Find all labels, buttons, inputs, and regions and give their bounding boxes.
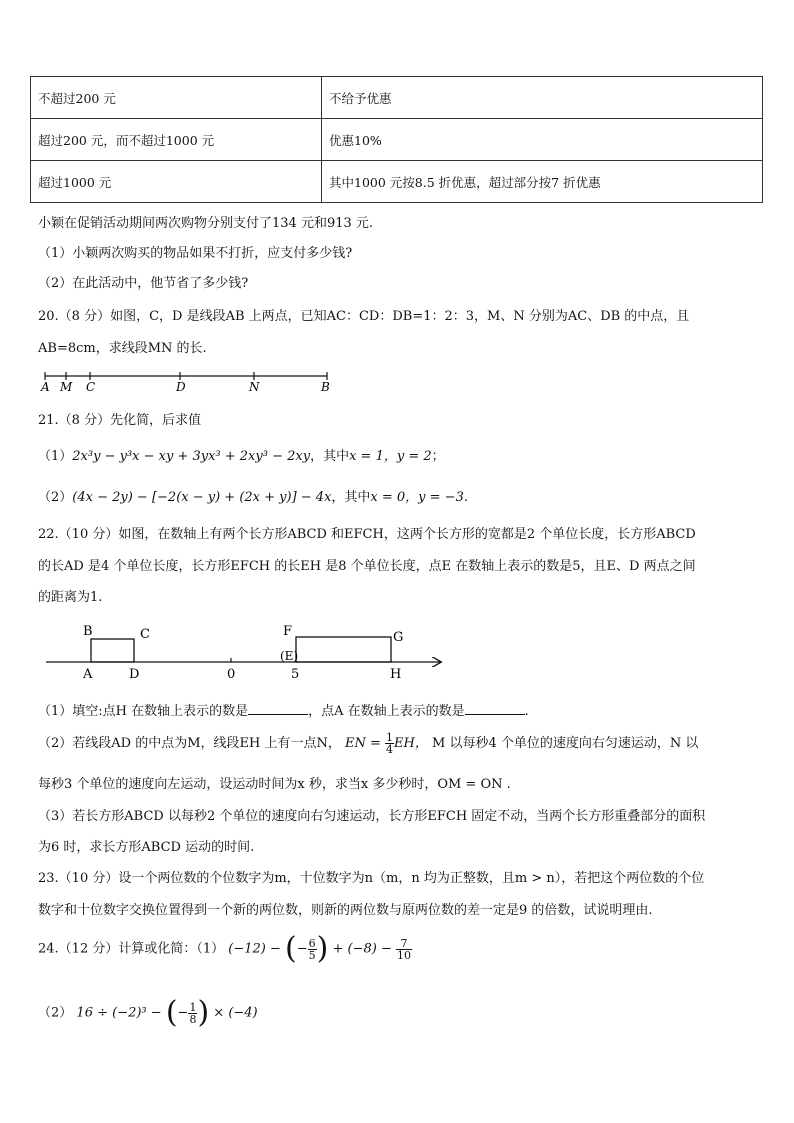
p21-head: 21.（8 分）先化简，后求值 (38, 413, 202, 428)
table-cell: 超过200 元，而不超过1000 元 (31, 119, 322, 161)
p21-q2-vals: x = 0，y = −3 (370, 490, 464, 505)
p22-q2-line2: 每秒3 个单位的速度向左运动，设运动时间为x 秒，求当x 多少秒时，OM = ON . (38, 777, 511, 792)
discount-table (30, 76, 763, 203)
label-c: C (86, 380, 96, 394)
p22-q2-b: M 以每秒4 个单位的速度向右匀速运动，N 以 (432, 736, 699, 751)
fraction-denominator: 10 (397, 948, 411, 962)
fraction (308, 938, 317, 961)
label-a: A (41, 380, 50, 394)
p24-q2-prefix: （2） (38, 1005, 73, 1021)
p24-q1-b: + (−8) − (332, 941, 392, 957)
label-b: B (321, 380, 330, 394)
table-row (31, 161, 763, 203)
fraction (385, 732, 394, 755)
p24-q1-a: (−12) − (228, 941, 281, 957)
table-cell: 不超过200 元 (31, 77, 322, 119)
p21-q1-end: ； (431, 449, 445, 464)
p21-q2-mid: ，其中 (331, 490, 371, 505)
p22-line2: 的长AD 是4 个单位长度，长方形EFCH 的长EH 是8 个单位长度，点E 在数轴上表示的数是5，且E、D 两点之间 (38, 559, 696, 574)
p22-q1-a: （1）填空:点H 在数轴上表示的数是 (38, 704, 249, 719)
p21-q2-prefix: （2） (38, 490, 73, 505)
number-line-figure (40, 618, 450, 682)
fraction (396, 938, 412, 961)
p21-q2-expr: (4x − 2y) − [−2(x − y) + (2x + y)] − 4x (72, 490, 332, 505)
fraction-denominator: 4 (386, 743, 394, 756)
label-zero: 0 (227, 667, 236, 682)
segment-figure (38, 366, 338, 394)
answer-blank[interactable] (248, 701, 308, 715)
label-b: B (83, 624, 93, 639)
label-g: G (393, 630, 404, 645)
p24-q1: 24.（12 分）计算或化简：（1） (−12) − (− $\frac{6}{5}$ ) + (−8) − $\frac{7}{10}$ (38, 931, 411, 966)
table-cell: 不给予优惠 (322, 77, 763, 119)
p21-q1-mid: ，其中 (310, 449, 350, 464)
label-m: M (60, 380, 73, 394)
fraction-numerator: 1 (189, 1000, 197, 1014)
p19-q1: （1）小颖两次购买的物品如果不打折，应支付多少钱? (38, 246, 353, 261)
p20-line2: AB=8cm，求线段MN 的长. (38, 341, 207, 356)
p21-q1-expr: 2x³y − y³x − xy + 3yx³ + 2xy³ − 2xy (72, 449, 311, 464)
label-n: N (249, 380, 260, 394)
p22-q1-c: . (524, 704, 529, 719)
p22-q2-eq: EN = (345, 736, 381, 751)
label-a: A (83, 667, 93, 682)
p21-q2-end: . (463, 490, 468, 505)
p22-q2-a: （2）若线段AD 的中点为M，线段EH 上有一点N， (38, 736, 341, 751)
fraction-denominator: 5 (308, 948, 316, 962)
p22-q1-b: ，点A 在数轴上表示的数是 (308, 704, 465, 719)
p22-q2-eh: EH， (394, 736, 428, 751)
label-e: (E) (280, 649, 299, 663)
label-d: D (176, 380, 186, 394)
p24-q2-a: 16 ÷ (−2)³ − (76, 1005, 162, 1021)
table-cell: 优惠10% (322, 119, 763, 161)
rect-efch (296, 637, 391, 662)
p20-line1: 20.（8 分）如图，C，D 是线段AB 上两点，已知AC：CD：DB=1：2：3，M、N 分别为AC、DB 的中点，且 (38, 309, 690, 324)
p24-q2-b: × (−4) (213, 1005, 258, 1021)
answer-blank[interactable] (465, 701, 525, 715)
label-h: H (390, 667, 402, 682)
table-row (31, 77, 763, 119)
fraction-numerator: 6 (308, 936, 316, 950)
label-d: D (129, 667, 140, 682)
p22-q3-line1: （3）若长方形ABCD 以每秒2 个单位的速度向右匀速运动，长方形EFCH 固定不动，当两个长方形重叠部分的面积 (38, 809, 706, 824)
label-c: C (140, 627, 150, 642)
fraction-numerator: 7 (396, 938, 412, 950)
p23-line1: 23.（10 分）设一个两位数的个位数字为m，十位数字为n（m，n 均为正整数，且m > n），若把这个两位数的个位 (38, 871, 705, 886)
p21-q1 (38, 445, 445, 464)
p24-q2: （2） 16 ÷ (−2)³ − (− $\frac{1}{8}$ ) × (−4) (38, 995, 258, 1030)
table-cell: 其中1000 元按8.5 折优惠，超过部分按7 折优惠 (322, 161, 763, 203)
p22-q2 (38, 732, 698, 755)
rect-abcd (91, 639, 134, 662)
label-f: F (283, 624, 293, 639)
p19-intro: 小颖在促销活动期间两次购物分别支付了134 元和913 元. (38, 216, 374, 231)
fraction-denominator: 8 (189, 1012, 197, 1026)
p22-line1: 22.（10 分）如图，在数轴上有两个长方形ABCD 和EFCH，这两个长方形的宽都是2 个单位长度，长方形ABCD (38, 527, 696, 542)
p22-line3: 的距离为1. (38, 590, 103, 605)
p21-q1-vals: x = 1，y = 2 (349, 449, 432, 464)
table-cell: 超过1000 元 (31, 161, 322, 203)
label-five: 5 (291, 667, 300, 682)
p19-q2: （2）在此活动中，他节省了多少钱? (38, 276, 249, 291)
p21-q2 (38, 486, 468, 505)
p24-head: 24.（12 分）计算或化简：（1） (38, 941, 225, 957)
p22-q3-line2: 为6 时，求长方形ABCD 运动的时间. (38, 840, 255, 855)
table-row (31, 119, 763, 161)
p23-line2: 数字和十位数字交换位置得到一个新的两位数，则新的两位数与原两位数的差一定是9 的倍数，试说明理由. (38, 903, 653, 918)
p21-q1-prefix: （1） (38, 449, 73, 464)
p22-q1 (38, 700, 529, 719)
fraction-numerator: 1 (386, 731, 394, 744)
